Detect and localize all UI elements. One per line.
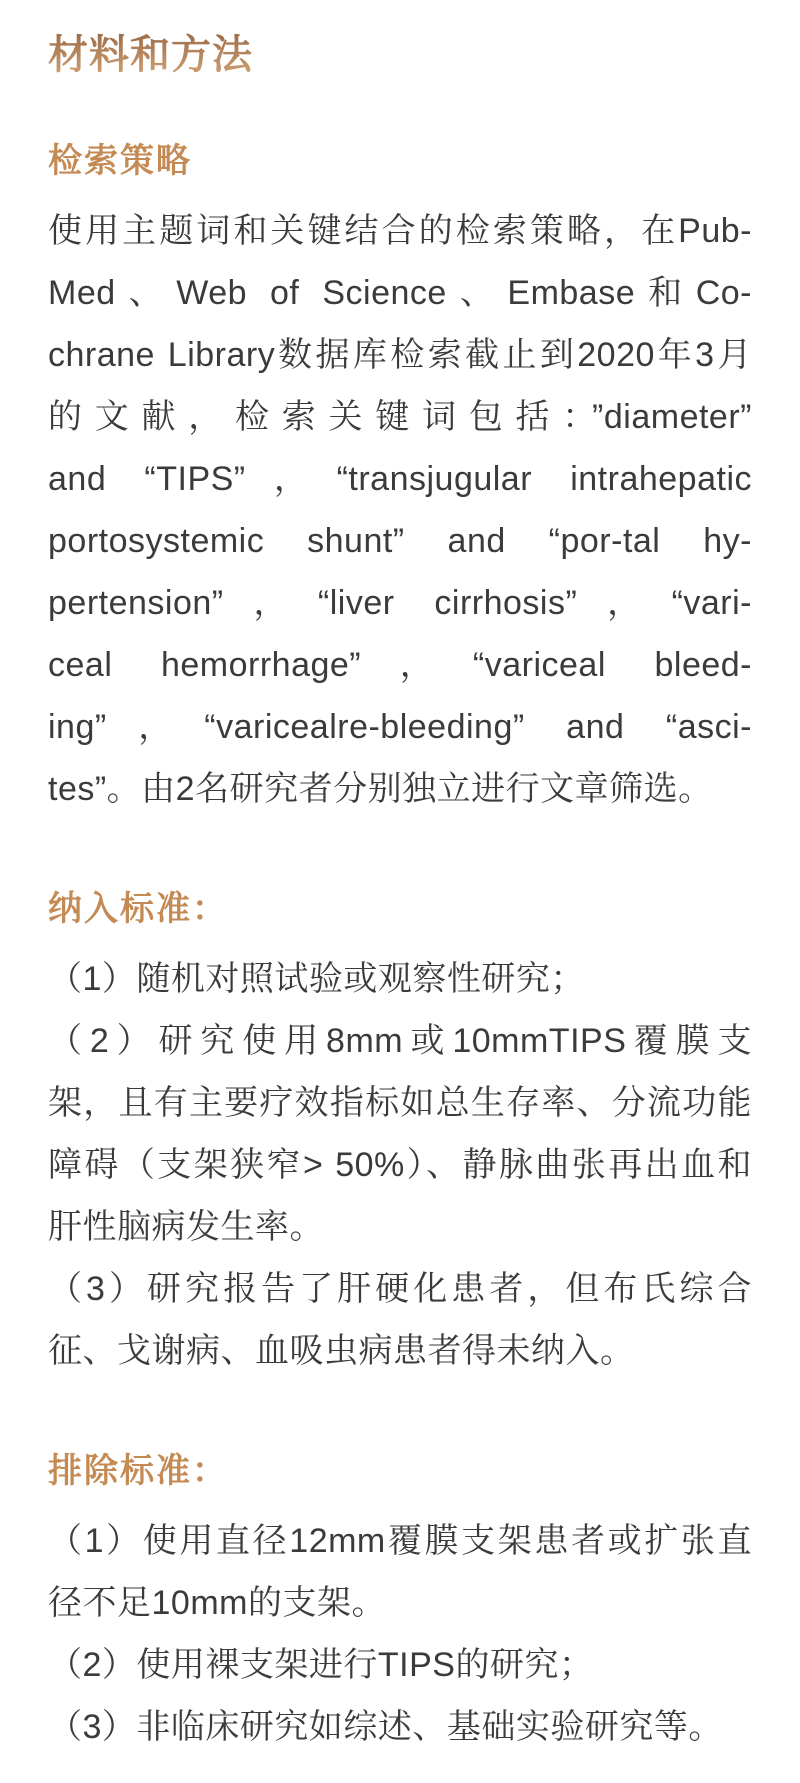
text-line: 肝性脑病发生率。 <box>48 1208 324 1246</box>
text-line: 的文献，检索关键词包括：”diameter” <box>48 398 752 436</box>
text-line: ceal hemorrhage”，“variceal bleed- <box>48 646 752 684</box>
text-line: chrane Library数据库检索截止到2020年3月 <box>48 336 752 374</box>
text-line: ing”，“varicealre-bleeding” and “asci- <box>48 708 752 746</box>
text-line: （3）研究报告了肝硬化患者，但布氏综合 <box>48 1270 752 1308</box>
text-line: portosystemic shunt” and “por-tal hy- <box>48 522 752 560</box>
section-heading: 纳入标准： <box>48 890 228 928</box>
title-row <box>48 24 752 130</box>
paragraph <box>48 1696 752 1758</box>
paragraph <box>48 1010 752 1258</box>
section <box>48 130 752 820</box>
paragraph <box>48 1258 752 1382</box>
text-line: 使用主题词和关键结合的检索策略，在Pub- <box>48 212 752 250</box>
text-line: （3）非临床研究如综述、基础实验研究等。 <box>48 1708 723 1746</box>
paragraph <box>48 200 752 820</box>
text-line: （2）研究使用8mm或10mmTIPS覆膜支 <box>48 1022 752 1060</box>
text-line: Med、Web of Science、Embase和Co- <box>48 274 752 312</box>
text-line: 架，且有主要疗效指标如总生存率、分流功能 <box>48 1084 752 1122</box>
text-line: （1）使用直径12mm覆膜支架患者或扩张直 <box>48 1522 752 1560</box>
paragraph <box>48 1510 752 1634</box>
page-title: 材料和方法 <box>48 24 253 86</box>
text-line: （1）随机对照试验或观察性研究； <box>48 960 585 998</box>
sections-container <box>48 130 752 1758</box>
paragraph <box>48 948 752 1010</box>
paragraph <box>48 1634 752 1696</box>
text-line: 径不足10mm的支架。 <box>48 1584 386 1622</box>
section <box>48 878 752 1382</box>
text-line: 征、戈谢病、血吸虫病患者得未纳入。 <box>48 1332 635 1370</box>
section-heading: 检索策略 <box>48 142 192 180</box>
section <box>48 1440 752 1758</box>
text-line: and “TIPS”，“transjugular intrahepatic <box>48 460 752 498</box>
text-line: （2）使用裸支架进行TIPS的研究； <box>48 1646 594 1684</box>
text-line: tes”。由2名研究者分别独立进行文章筛选。 <box>48 770 713 808</box>
section-heading: 排除标准： <box>48 1452 228 1490</box>
text-line: pertension”，“liver cirrhosis”，“vari- <box>48 584 752 622</box>
text-line: 障碍（支架狭窄> 50%）、静脉曲张再出血和 <box>48 1146 752 1184</box>
